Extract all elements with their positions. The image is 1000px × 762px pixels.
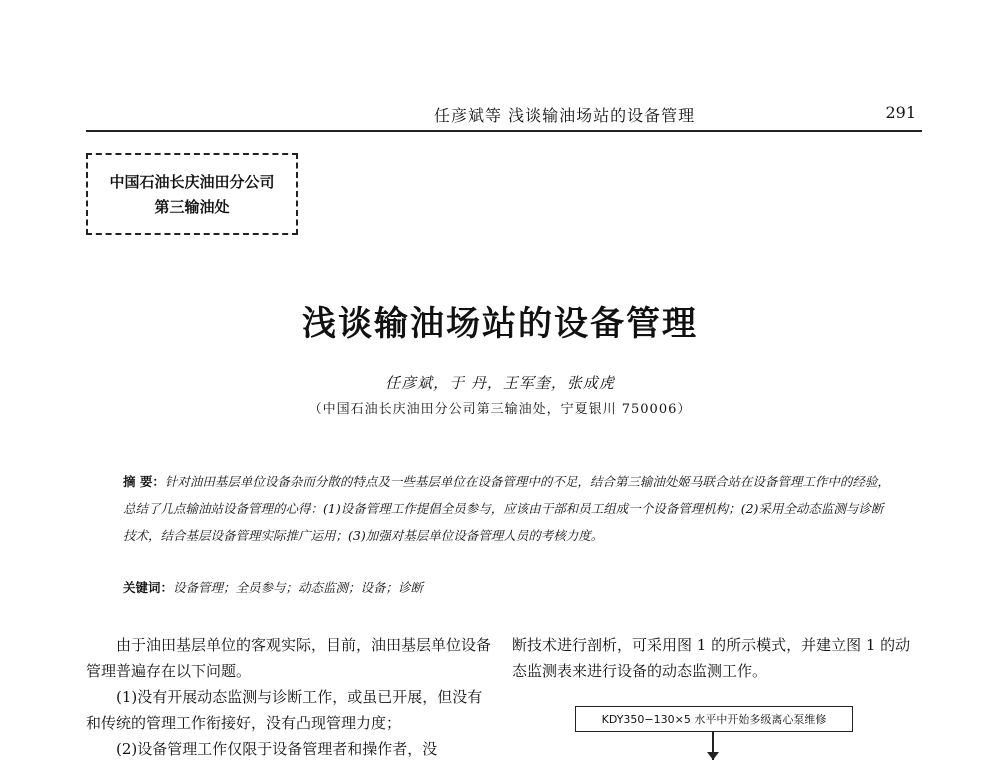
running-title: 任彦斌等 浅谈输油场站的设备管理 [434, 106, 696, 125]
article-affiliation: （中国石油长庆油田分公司第三输油处，宁夏银川 750006） [308, 402, 692, 417]
figure-arrow-icon [707, 752, 719, 760]
page-number: 291 [885, 103, 916, 122]
keywords-text: 设备管理；全员参与；动态监测；设备；诊断 [173, 580, 424, 595]
abstract-text: 针对油田基层单位设备杂而分散的特点及一些基层单位在设备管理中的不足，结合第三输油处姬马联合站在设备管理工作中的经验，总结了几点输油站设备管理的心得：(1)设备管理工作提倡全员参与，应该由干部和员工组成一个设备管理机构；(2)采用全动态监测与诊断技术，结合基层设备管理实际推广运用；(3)加强对基层单位设备管理人员的考核力度。 [123, 474, 890, 543]
body-right-column [512, 632, 922, 684]
running-header [86, 100, 922, 132]
abstract-label: 摘 要： [123, 474, 165, 489]
affiliation-line-2: 第三输油处 [154, 198, 230, 216]
body-paragraph: (2)设备管理工作仅限于设备管理者和操作者，没 [116, 740, 438, 758]
affiliation-line-1: 中国石油长庆油田分公司 [109, 173, 275, 191]
affiliation-stamp-box [86, 153, 298, 235]
figure-flow-box: KDY350−130×5 水平中开始多级离心泵维修 [575, 706, 853, 732]
article-title: 浅谈输油场站的设备管理 [302, 304, 698, 344]
body-left-column [86, 632, 491, 762]
body-paragraph: 断技术进行剖析，可采用图 1 的所示模式，并建立图 1 的动态监测表来进行设备的动态监测工作。 [512, 636, 911, 680]
body-paragraph: 由于油田基层单位的客观实际，目前，油田基层单位设备管理普遍存在以下问题。 [86, 636, 492, 680]
keywords [123, 578, 893, 596]
article-authors: 任彦斌，于 丹，王军奎，张成虎 [385, 374, 615, 392]
body-paragraph: (1)没有开展动态监测与诊断工作，或虽已开展，但没有和传统的管理工作衔接好，没有凸现管理力度； [86, 688, 483, 732]
keywords-label: 关键词： [123, 580, 174, 595]
abstract [123, 468, 893, 549]
